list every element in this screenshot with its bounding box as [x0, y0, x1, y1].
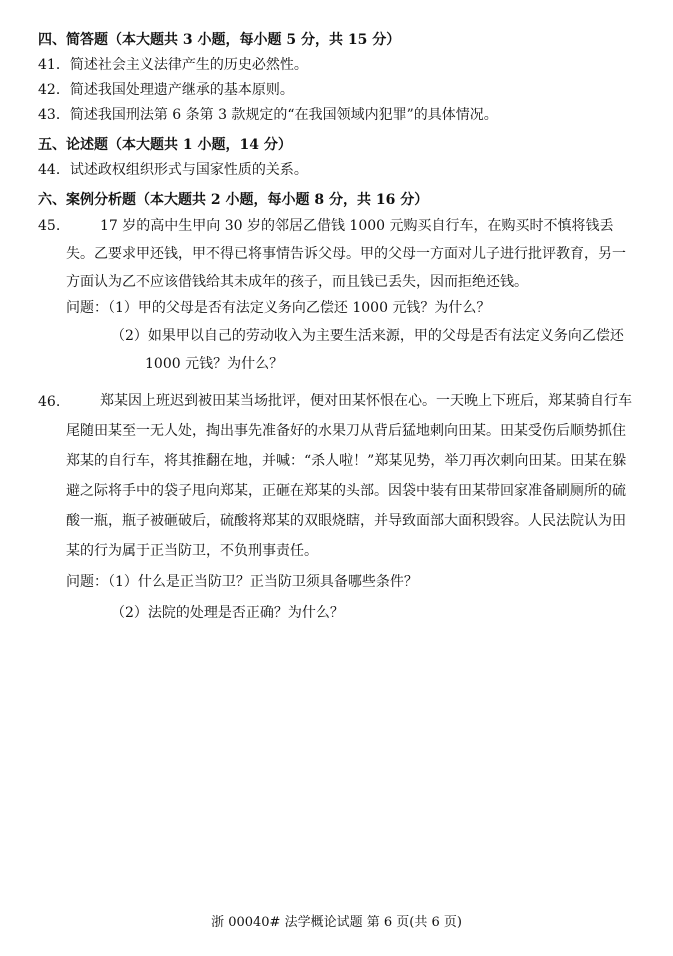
- page-footer: 浙 00040# 法学概论试题 第 6 页(共 6 页): [211, 915, 462, 930]
- section-four-heading: 四、简答题（本大题共 3 小题，每小题 5 分，共 15 分）: [38, 32, 401, 48]
- question-45-case: 17 岁的高中生甲向 30 岁的邻居乙借钱 1000 元购买自行车，在购买时不慎将钱丢失。乙要求甲还钱，甲不得已将事情告诉父母。甲的父母一方面对儿子进行批评教育，另一方面认为乙不应该借钱给其未成年的孩子，而且钱已丢失，因而拒绝还钱。: [66, 218, 626, 290]
- question-43: 43．简述我国刑法第 6 条第 3 款规定的“在我国领域内犯罪”的具体情况。: [38, 107, 498, 123]
- section-five-heading: 五、论述题（本大题共 1 小题，14 分）: [38, 137, 292, 153]
- question-46-number: 46.: [38, 394, 61, 410]
- question-46-sub1: 问题：（1）什么是正当防卫？正当防卫须具备哪些条件？: [66, 574, 418, 590]
- question-45-number: 45.: [38, 218, 61, 234]
- question-41: 41．简述社会主义法律产生的历史必然性。: [38, 57, 308, 73]
- question-42: 42．简述我国处理遗产继承的基本原则。: [38, 82, 294, 98]
- question-44: 44．试述政权组织形式与国家性质的关系。: [38, 162, 308, 178]
- question-45-sub1: 问题：（1）甲的父母是否有法定义务向乙偿还 1000 元钱？为什么？: [66, 300, 491, 316]
- section-six-heading: 六、案例分析题（本大题共 2 小题，每小题 8 分，共 16 分）: [38, 192, 429, 208]
- question-46-case: 郑某因上班迟到被田某当场批评，便对田某怀恨在心。一天晚上下班后，郑某骑自行车尾随田某至一无人处，掏出事先准备好的水果刀从背后猛地刺向田某。田某受伤后顺势抓住郑某的自行车，将其推翻在地，并喊：“杀人啦！”郑某见势，举刀再次刺向田某。田某在躲避之际将手中的袋子甩向郑某，正砸在郑某的头部。因袋中装有田某带回家准备刷厕所的硫酸一瓶，瓶子被砸破后，硫酸将郑某的双眼烧瞎，并导致面部大面积毁容。人民法院认为田某的行为属于正当防卫，不负刑事责任。: [66, 393, 632, 559]
- question-45-sub2: （2）如果甲以自己的劳动收入为主要生活来源，甲的父母是否有法定义务向乙偿还 1000 元钱？为什么？: [111, 328, 624, 372]
- question-46-sub2: （2）法院的处理是否正确？为什么？: [111, 605, 344, 621]
